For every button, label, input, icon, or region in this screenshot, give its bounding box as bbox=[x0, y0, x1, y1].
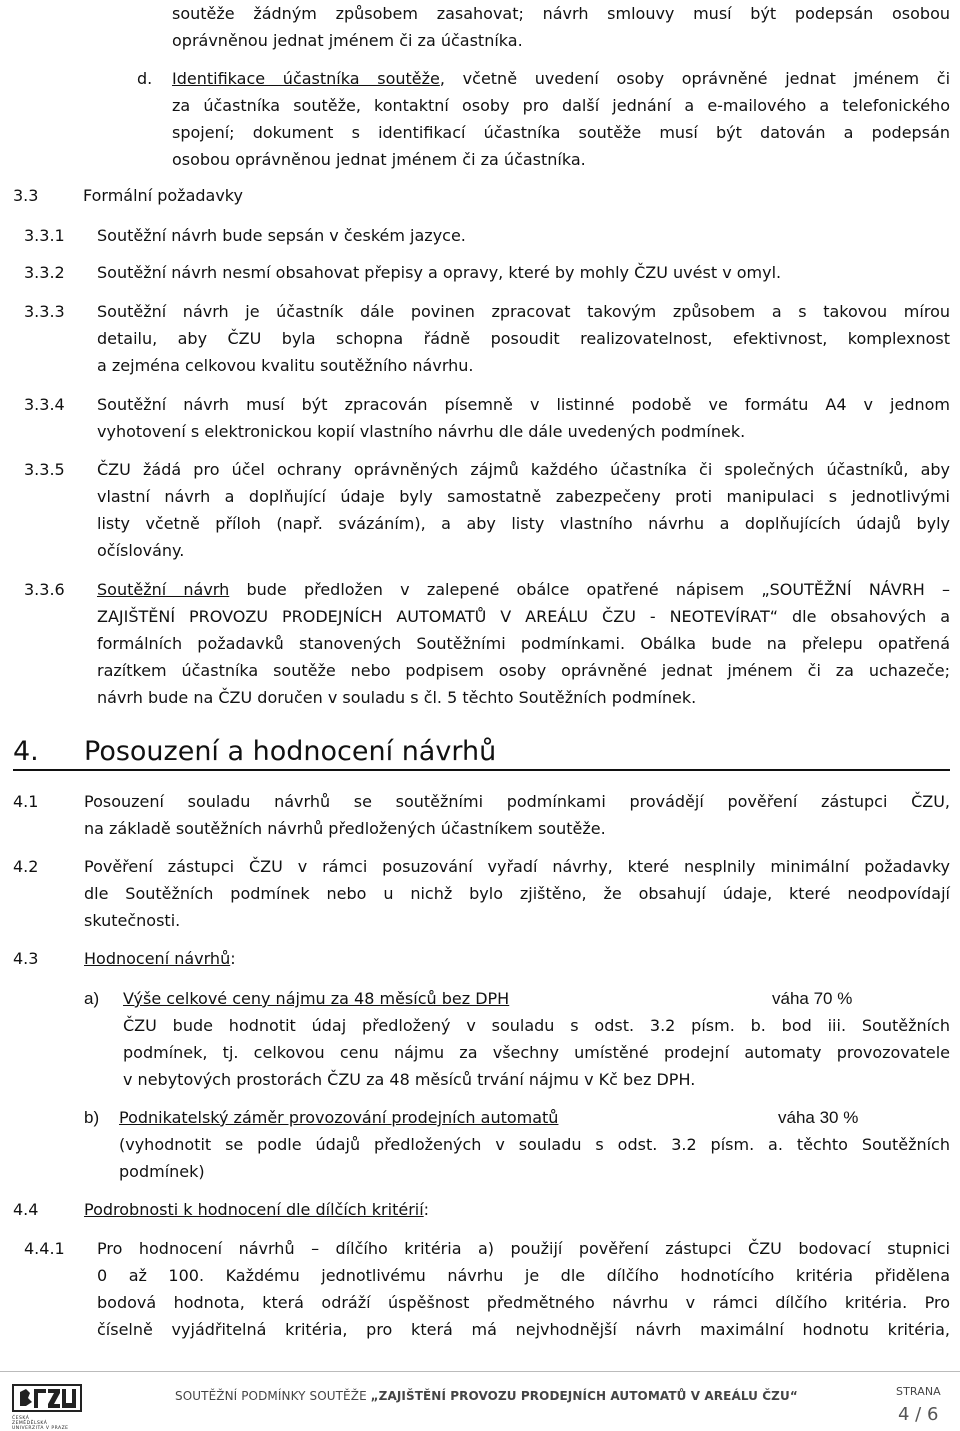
logo-text: UNIVERZITA V PRAZE bbox=[12, 1426, 69, 1431]
text-line: osobou oprávněnou jednat jménem či za účastníka. bbox=[172, 150, 586, 169]
text-line: za účastníka soutěže, kontaktní osoby pro další jednání a e-mailového a telefonického bbox=[172, 96, 950, 115]
text-line: soutěže žádným způsobem zasahovat; návrh smlouvy musí být podepsán osobou bbox=[172, 4, 950, 23]
criterion-weight: váha 70 % bbox=[772, 989, 853, 1008]
text-line: ZAJIŠTĚNÍ PROVOZU PRODEJNÍCH AUTOMATŮ V AREÁLU ČZU - NEOTEVÍRAT“ dle obsahových a bbox=[97, 607, 950, 626]
logo-text: ZEMĚDĚLSKÁ bbox=[12, 1421, 48, 1426]
inline-link: Identifikace účastníka soutěže bbox=[172, 69, 440, 88]
footer-divider bbox=[0, 1371, 960, 1372]
subsection-title: Podrobnosti k hodnocení dle dílčích kritérií: bbox=[84, 1200, 430, 1219]
text-line: spojení; dokument s identifikací účastníka soutěže musí být datován a podepsán bbox=[172, 123, 950, 142]
footer-page-label: STRANA bbox=[896, 1385, 941, 1398]
text-line: vlastní návrh a doplňující údaje byly samostatně zabezpečeny proti manipulaci s jednotlivými bbox=[97, 487, 950, 506]
section-title: Formální požadavky bbox=[83, 186, 243, 205]
item-number: 3.3.2 bbox=[24, 263, 65, 282]
criterion-title: Podnikatelský záměr provozování prodejních automatů bbox=[119, 1108, 559, 1127]
text-line: listy včetně příloh (např. svázáním), a aby listy vlastního návrhu a doplňujících údajů byly bbox=[97, 514, 950, 533]
list-label: b) bbox=[84, 1108, 100, 1127]
footer-title: SOUTĚŽNÍ PODMÍNKY SOUTĚŽE „ZAJIŠTĚNÍ PROVOZU PRODEJNÍCH AUTOMATŮ V AREÁLU ČZU“ bbox=[175, 1389, 798, 1403]
text-line: oprávněnou jednat jménem či za účastníka. bbox=[172, 31, 523, 50]
text-line: Soutěžní návrh musí být zpracován písemně v listinné podobě ve formátu A4 v jednom bbox=[97, 395, 950, 414]
item-number: 3.3.6 bbox=[24, 580, 65, 599]
text-line: Soutěžní návrh bude předložen v zalepené obálce opatřené nápisem „SOUTĚŽNÍ NÁVRH – bbox=[97, 580, 951, 599]
text-line: detailu, aby ČZU byla schopna řádně posoudit realizovatelnost, efektivnost, komplexnost bbox=[97, 329, 950, 348]
text-line: Soutěžní návrh nesmí obsahovat přepisy a opravy, které by mohly ČZU uvést v omyl. bbox=[97, 263, 782, 282]
text-line: Pověření zástupci ČZU v rámci posuzování vyřadí návrhy, které nesplnily minimální požadavky bbox=[84, 857, 950, 876]
item-number: 3.3.4 bbox=[24, 395, 65, 414]
logo-text: ČESKÁ bbox=[12, 1416, 30, 1421]
text-line: Soutěžní návrh bude sepsán v českém jazyce. bbox=[97, 226, 466, 245]
text-line: očíslovány. bbox=[97, 541, 185, 560]
item-number: 4.4 bbox=[13, 1200, 39, 1219]
text-line: skutečnosti. bbox=[84, 911, 181, 930]
text-line: formálních požadavků stanovených Soutěžními podmínkami. Obálka bude na přelepu opatřená bbox=[97, 634, 950, 653]
chapter-number: 4. bbox=[13, 736, 39, 767]
text-line: na základě soutěžních návrhů předložených účastníkem soutěže. bbox=[84, 819, 606, 838]
text-line: Posouzení souladu návrhů se soutěžními podmínkami provádějí pověření zástupci ČZU, bbox=[84, 792, 950, 811]
page-number: 4 / 6 bbox=[898, 1404, 939, 1425]
criterion-weight: váha 30 % bbox=[778, 1108, 859, 1127]
subsection-title: Hodnocení návrhů: bbox=[84, 949, 236, 968]
text-line: podmínek) bbox=[119, 1162, 205, 1181]
list-label: d. bbox=[137, 69, 153, 88]
text-line: ČZU bude hodnotit údaj předložený v souladu s odst. 3.2 písm. b. bod iii. Soutěžních bbox=[123, 1016, 950, 1035]
item-number: 3.3.1 bbox=[24, 226, 65, 245]
czu-logo-icon bbox=[12, 1384, 82, 1412]
university-logo bbox=[12, 1384, 82, 1431]
text-line: v nebytových prostorách ČZU za 48 měsíců trvání nájmu v Kč bez DPH. bbox=[123, 1070, 696, 1089]
text-line: bodová hodnota, která odráží úspěšnost předmětného návrhu v rámci dílčího kritéria. Pro bbox=[97, 1293, 950, 1312]
item-number: 4.3 bbox=[13, 949, 39, 968]
section-number: 3.3 bbox=[13, 186, 39, 205]
text-line: 0 až 100. Každému jednotlivému návrhu je dle dílčího hodnotícího kritéria přidělena bbox=[97, 1266, 950, 1285]
item-number: 4.4.1 bbox=[24, 1239, 65, 1258]
text-line: návrh bude na ČZU doručen v souladu s čl. 5 těchto Soutěžních podmínek. bbox=[97, 688, 697, 707]
list-label: a) bbox=[84, 989, 100, 1008]
text-line: ČZU žádá pro účel ochrany oprávněných zájmů každého účastníka či společných účastníků, aby bbox=[97, 460, 950, 479]
text-line: podmínek, tj. celkovou cenu nájmu za všechny umístěné prodejní automaty provozovatele bbox=[123, 1043, 950, 1062]
item-number: 3.3.5 bbox=[24, 460, 65, 479]
heading-rule bbox=[13, 769, 950, 771]
text-line: dle Soutěžních podmínek nebo u nichž bylo zjištěno, že obsahují údaje, které neodpovídají bbox=[84, 884, 950, 903]
text-line: číselně vyjádřitelná kritéria, pro která má nejvhodnější návrh maximální hodnotu kritéria, bbox=[97, 1320, 950, 1339]
item-number: 4.2 bbox=[13, 857, 39, 876]
text-line: (vyhodnotit se podle údajů předložených v souladu s odst. 3.2 písm. a. těchto Soutěžních bbox=[119, 1135, 950, 1154]
text-line: vyhotovení s elektronickou kopií vlastního návrhu dle dále uvedených podmínek. bbox=[97, 422, 746, 441]
text-line: Soutěžní návrh je účastník dále povinen zpracovat takovým způsobem a s takovou mírou bbox=[97, 302, 950, 321]
criterion-title: Výše celkové ceny nájmu za 48 měsíců bez DPH bbox=[123, 989, 510, 1008]
list-item-d-line: Identifikace účastníka soutěže, včetně uvedení osoby oprávněné jednat jménem či bbox=[172, 69, 951, 88]
text-line: razítkem účastníka soutěže nebo podpisem osoby oprávněné jednat jménem či za uchazeče; bbox=[97, 661, 950, 680]
chapter-title: Posouzení a hodnocení návrhů bbox=[84, 736, 497, 767]
item-number: 4.1 bbox=[13, 792, 39, 811]
inline-link: Soutěžní návrh bbox=[97, 580, 230, 599]
text-line: Pro hodnocení návrhů – dílčího kritéria a) použijí pověření zástupci ČZU bodovací stupnici bbox=[97, 1239, 950, 1258]
item-number: 3.3.3 bbox=[24, 302, 65, 321]
text-line: a zejména celkovou kvalitu soutěžního návrhu. bbox=[97, 356, 474, 375]
